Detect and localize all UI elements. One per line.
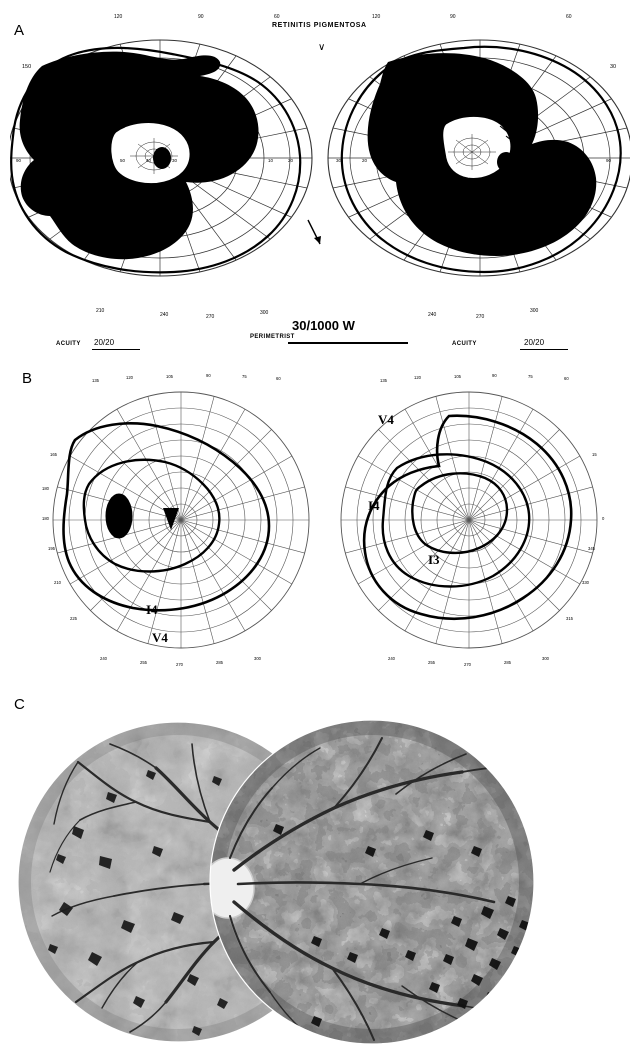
svg-text:50: 50 [120,158,126,163]
svg-text:20: 20 [198,158,204,163]
svg-text:255: 255 [140,660,147,665]
svg-text:240: 240 [388,656,395,661]
svg-text:120: 120 [114,14,123,20]
acuity-os-rule [92,349,140,350]
panel-c-svg [14,706,626,1058]
svg-text:240: 240 [160,312,169,318]
svg-text:300: 300 [254,656,261,661]
panel-a-svg [10,6,630,356]
svg-text:60: 60 [94,158,100,163]
panel-c-fundus-photos [14,706,626,1058]
svg-text:300: 300 [260,310,269,316]
panel-b-svg [36,372,614,672]
svg-text:270: 270 [206,314,215,320]
svg-text:80: 80 [42,158,48,163]
svg-text:90: 90 [450,14,456,20]
svg-text:70: 70 [554,158,560,163]
svg-text:120: 120 [126,375,133,380]
isopter-label-od-i4: I4 [368,498,380,513]
svg-text:10: 10 [388,158,394,163]
svg-text:10: 10 [268,158,274,163]
svg-text:165: 165 [50,452,57,457]
svg-text:105: 105 [454,374,461,379]
panel-a-meridian-30: 30 [610,64,617,70]
acuity-od-label: ACUITY [452,341,477,347]
svg-text:225: 225 [70,616,77,621]
panel-b-chart-od [341,392,597,648]
svg-text:60: 60 [276,376,281,381]
panel-a-meridian-150: 150 [22,64,32,70]
svg-text:270: 270 [476,314,485,320]
svg-text:40: 40 [146,158,152,163]
svg-text:60: 60 [564,376,569,381]
svg-text:120: 120 [372,14,381,20]
svg-text:90: 90 [206,373,211,378]
isopter-label-od-i3: I3 [428,552,440,567]
panel-a-chart-os [10,40,321,276]
svg-text:285: 285 [504,660,511,665]
svg-text:75: 75 [242,374,247,379]
svg-text:50: 50 [502,158,508,163]
svg-text:60: 60 [528,158,534,163]
check-mark-icon: ∨ [318,42,326,53]
panel-b-meridian-bottom [100,656,550,667]
svg-text:75: 75 [528,374,533,379]
svg-text:300: 300 [530,308,539,314]
acuity-od-rule [520,349,568,350]
svg-text:60: 60 [566,14,572,20]
svg-text:105: 105 [166,374,173,379]
svg-text:255: 255 [428,660,435,665]
panel-b-meridian-top [92,373,569,383]
svg-text:30: 30 [172,158,178,163]
isopter-label-os-i4: I4 [146,602,158,617]
svg-text:180: 180 [42,486,49,491]
panel-letter-c: C [14,696,25,713]
panel-a-visual-field-chart [10,6,630,356]
svg-text:315: 315 [566,616,573,621]
svg-text:15: 15 [592,452,597,457]
acuity-os-label: ACUITY [56,341,81,347]
svg-text:90: 90 [16,158,22,163]
panel-letter-a: A [14,22,25,39]
svg-text:240: 240 [100,656,107,661]
svg-text:195: 195 [48,546,55,551]
isopter-label-od-v4: V4 [378,412,394,427]
svg-text:135: 135 [380,378,387,383]
isopter-i4-os [84,460,220,572]
panel-a-meridian-top [114,14,572,20]
svg-text:80: 80 [580,158,586,163]
blind-spot-os-b [106,494,132,538]
chart-title-diagnosis: RETINITIS PIGMENTOSA [272,22,367,29]
panel-b-visual-field-chart [36,372,614,672]
isopter-label-os-v4: V4 [152,630,168,645]
svg-text:0: 0 [602,516,605,521]
svg-text:135: 135 [92,378,99,383]
svg-text:300: 300 [542,656,549,661]
acuity-os-value: 20/20 [94,338,115,347]
perimetrist-rule [288,342,408,344]
svg-text:70: 70 [68,158,74,163]
acuity-od-value: 20/20 [524,338,545,347]
svg-text:90: 90 [606,158,612,163]
svg-text:240: 240 [428,312,437,318]
svg-text:90: 90 [492,373,497,378]
stimulus-target-value: 30/1000 W [292,318,355,333]
svg-text:330: 330 [582,580,589,585]
svg-text:30: 30 [336,158,342,163]
svg-text:20: 20 [288,158,294,163]
svg-text:10: 10 [224,158,230,163]
svg-text:20: 20 [362,158,368,163]
perimetrist-label: PERIMETRIST [250,334,295,340]
svg-text:210: 210 [54,580,61,585]
svg-text:345: 345 [588,546,595,551]
panel-b-chart-os [53,392,309,648]
svg-text:285: 285 [216,660,223,665]
svg-text:210: 210 [96,308,105,314]
svg-text:120: 120 [414,375,421,380]
svg-text:90: 90 [198,14,204,20]
svg-text:180: 180 [42,516,49,521]
panel-letter-b: B [22,370,33,387]
svg-text:270: 270 [176,662,183,667]
svg-text:270: 270 [464,662,471,667]
panel-b-meridian-left [42,452,78,621]
svg-text:60: 60 [274,14,280,20]
